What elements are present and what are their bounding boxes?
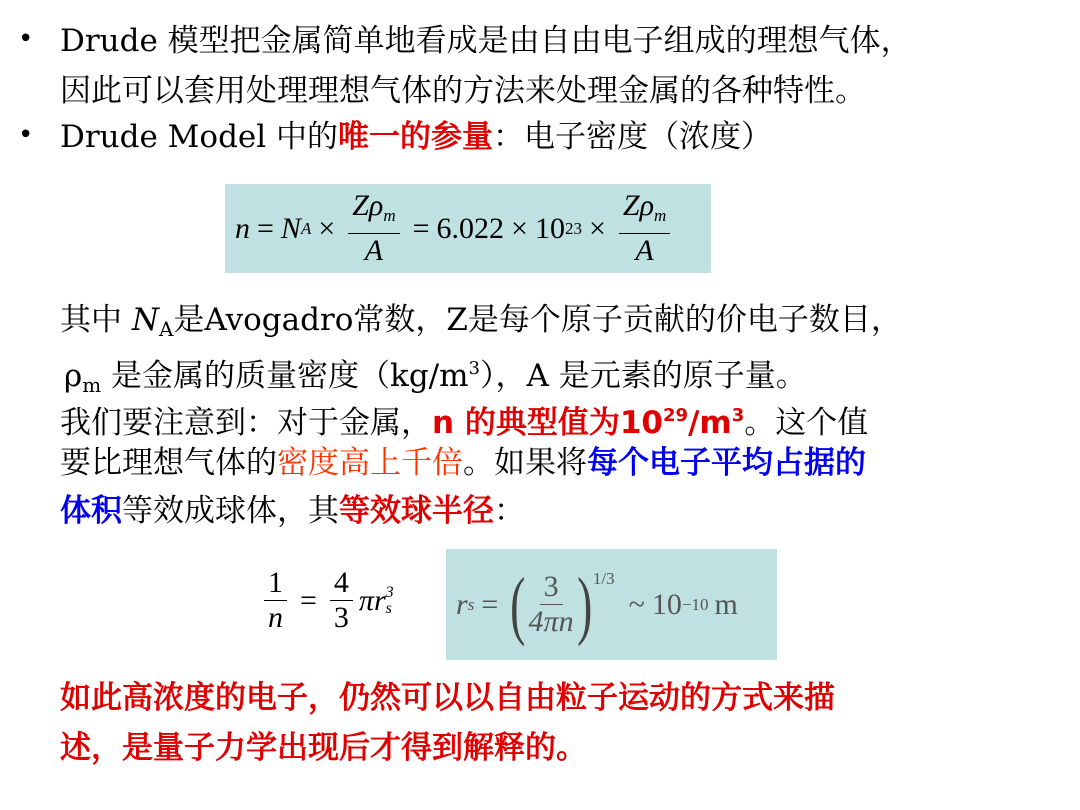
fraction-denominator: A <box>635 234 654 267</box>
highlight-red: 等效球半径 <box>339 493 494 529</box>
text-run: ），A 是元素的原子量。 <box>479 358 807 394</box>
text-run: 要比理想气体的 <box>60 445 277 481</box>
fraction-denominator: 3 <box>333 601 349 634</box>
highlight-red: 3 <box>731 405 745 426</box>
right-paren-icon: ) <box>576 562 592 647</box>
formula-subscript: s <box>385 599 392 617</box>
formula-superscript: 3 <box>385 583 394 601</box>
explanation-line-1 <box>60 300 902 349</box>
text-run: m <box>82 373 102 397</box>
highlight-blue: 体积 <box>60 493 122 529</box>
highlight-red: /m <box>688 405 732 441</box>
text-run: ： <box>494 493 525 529</box>
bullet-2-highlight: 唯一的参量 <box>338 119 494 155</box>
fraction-denominator: n <box>268 601 283 634</box>
formula-symbol: = <box>257 211 274 245</box>
explanation-line-4 <box>60 443 866 483</box>
formula-superscript: 23 <box>564 218 582 238</box>
text-run: 是Avogadro常数，Z是每个原子贡献的价电子数目， <box>173 302 902 338</box>
formula-fraction <box>264 566 287 635</box>
text-run: 等效成球体，其 <box>122 493 339 529</box>
formula-fraction <box>529 570 574 639</box>
formula-symbol: N <box>280 211 301 245</box>
bullet-1-line-2: 因此可以套用处理理想气体的方法来处理金属的各种特性。 <box>60 73 866 109</box>
bullet-2-suffix: ：电子密度（浓度） <box>493 119 773 155</box>
formula-symbol: = <box>481 587 499 621</box>
text-run: ρ <box>64 358 83 394</box>
bullet-marker: • <box>18 24 34 54</box>
formula-subscript: m <box>383 206 396 225</box>
formula-symbol: ~ <box>628 587 645 621</box>
bullet-marker: • <box>18 120 34 150</box>
text-run: A <box>158 317 174 341</box>
radius-formula-box <box>446 549 777 660</box>
explanation-line-5 <box>60 491 525 531</box>
formula-fraction <box>348 189 399 268</box>
radius-formula <box>456 562 738 647</box>
formula-symbol: × <box>511 211 528 245</box>
highlight-blue: 每个电子平均占据的 <box>587 445 866 481</box>
fraction-numerator: 1 <box>264 566 287 601</box>
text-run: 我们要注意到：对于金属， <box>60 405 432 441</box>
bullet-2 <box>60 117 772 157</box>
formula-fraction <box>619 189 670 268</box>
formula-symbol: n <box>235 211 250 245</box>
formula-symbol: r <box>373 583 386 617</box>
density-formula <box>235 189 676 268</box>
text-run: 是金属的质量密度（kg/m <box>101 358 469 394</box>
explanation-line-3 <box>60 396 868 443</box>
bullet-1-line-1: Drude 模型把金属简单地看成是由自由电子组成的理想气体， <box>60 23 912 59</box>
fraction-numerator <box>348 189 399 234</box>
formula-superscript: 1/3 <box>592 568 615 588</box>
volume-formula <box>258 566 394 635</box>
highlight-orange: 密度高上千倍 <box>277 445 463 481</box>
text-run: 其中 <box>60 302 132 338</box>
formula-symbol: × <box>318 211 336 245</box>
fraction-denominator: 4πn <box>528 605 574 638</box>
formula-symbol: 6.022 <box>436 211 505 245</box>
volume-formula-row <box>258 566 394 635</box>
text-run: 。如果将 <box>463 445 587 481</box>
bullet-2-prefix: Drude Model 中的 <box>60 119 339 155</box>
formula-superscript: −10 <box>681 594 709 614</box>
formula-subscript: s <box>467 594 475 614</box>
fraction-numerator: 3 <box>540 570 563 605</box>
formula-symbol: r <box>456 587 468 621</box>
formula-symbol: π <box>358 583 374 617</box>
formula-symbol: 10 <box>651 587 682 621</box>
formula-symbol: = <box>300 583 317 617</box>
left-paren-icon: ( <box>510 562 526 647</box>
text-run: N <box>131 302 159 338</box>
formula-subscript: A <box>300 218 312 238</box>
formula-symbol: Zρ <box>622 189 654 222</box>
density-formula-box <box>225 184 711 273</box>
text-run: 3 <box>468 358 480 379</box>
highlight-red: n 的典型值为10 <box>432 405 664 441</box>
formula-scripts <box>386 585 394 617</box>
text-run: 。这个值 <box>744 405 869 441</box>
formula-symbol: m <box>714 587 738 621</box>
fraction-numerator <box>619 189 670 234</box>
formula-symbol: × <box>588 211 606 245</box>
formula-symbol: 10 <box>534 211 565 245</box>
highlight-red: 29 <box>663 405 689 426</box>
formula-symbol: = <box>412 211 430 245</box>
formula-subscript: m <box>653 206 667 225</box>
fraction-numerator: 4 <box>330 566 353 601</box>
formula-symbol: Zρ <box>352 189 384 222</box>
conclusion-line-2: 述，是量子力学出现后才得到解释的。 <box>60 730 587 766</box>
formula-fraction <box>330 566 353 635</box>
fraction-denominator: A <box>364 234 384 267</box>
conclusion-line-1: 如此高浓度的电子，仍然可以以自由粒子运动的方式来描 <box>60 680 835 716</box>
